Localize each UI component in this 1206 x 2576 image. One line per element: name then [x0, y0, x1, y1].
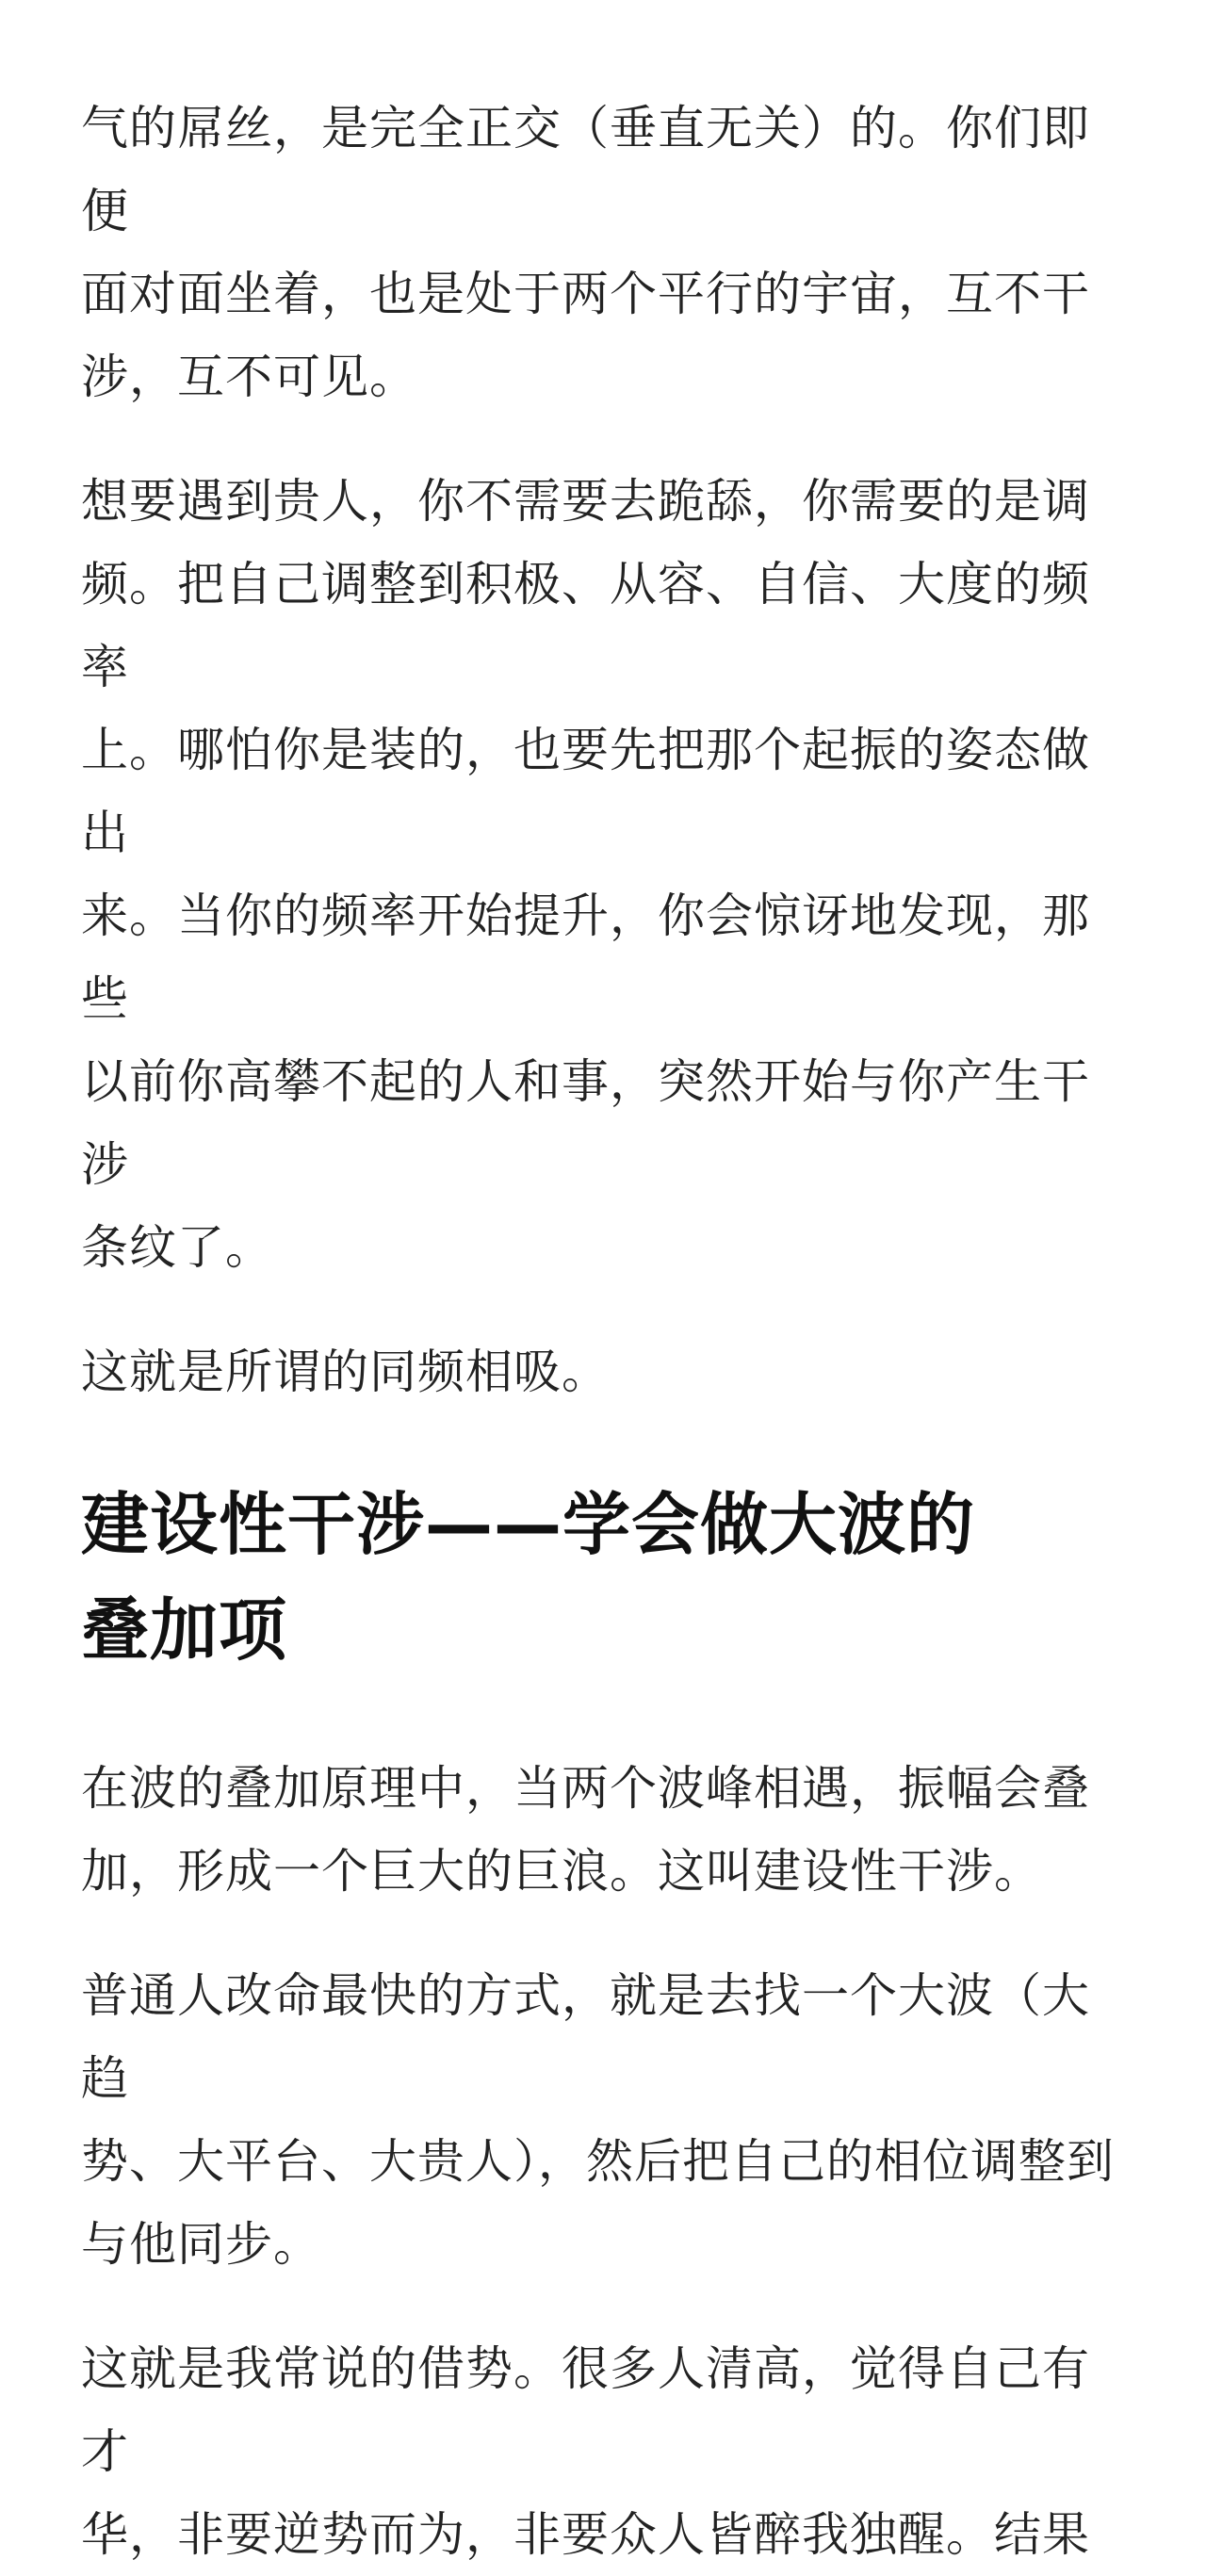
- article-body: [81, 87, 1127, 2576]
- paragraph-big-wave: 普通人改命最快的方式，就是去找一个大波（大趋 势、大平台、大贵人），然后把自己的相位调整到 与他同步。: [81, 1968, 1115, 2272]
- paragraph-same-frequency: 这就是所谓的同频相吸。: [81, 1345, 610, 1399]
- paragraph-leverage: 这就是我常说的借势。很多人清高，觉得自己有才 华，非要逆势而为，非要众人皆醉我独醒。结果: [81, 2341, 1090, 2562]
- paragraph-tuning: 想要遇到贵人，你不需要去跪舔，你需要的是调 频。把自己调整到积极、从容、自信、大度的频率 上。哪怕你是装的，也要先把那个起振的姿态做出 来。当你的频率开始提升，你会惊讶地发现，那些 以前你高攀不起的人和事，突然开始与你产生干涉 条纹了。: [81, 474, 1090, 1275]
- paragraph-superposition: 在波的叠加原理中，当两个波峰相遇，振幅会叠 加，形成一个巨大的巨浪。这叫建设性干涉。: [81, 1761, 1090, 1899]
- section-heading: 建设性干涉——学会做大波的 叠加项: [81, 1485, 976, 1670]
- paragraph-orthogonal: 气的屌丝，是完全正交（垂直无关）的。你们即便 面对面坐着，也是处于两个平行的宇宙，互不干 涉，互不可见。: [81, 101, 1090, 404]
